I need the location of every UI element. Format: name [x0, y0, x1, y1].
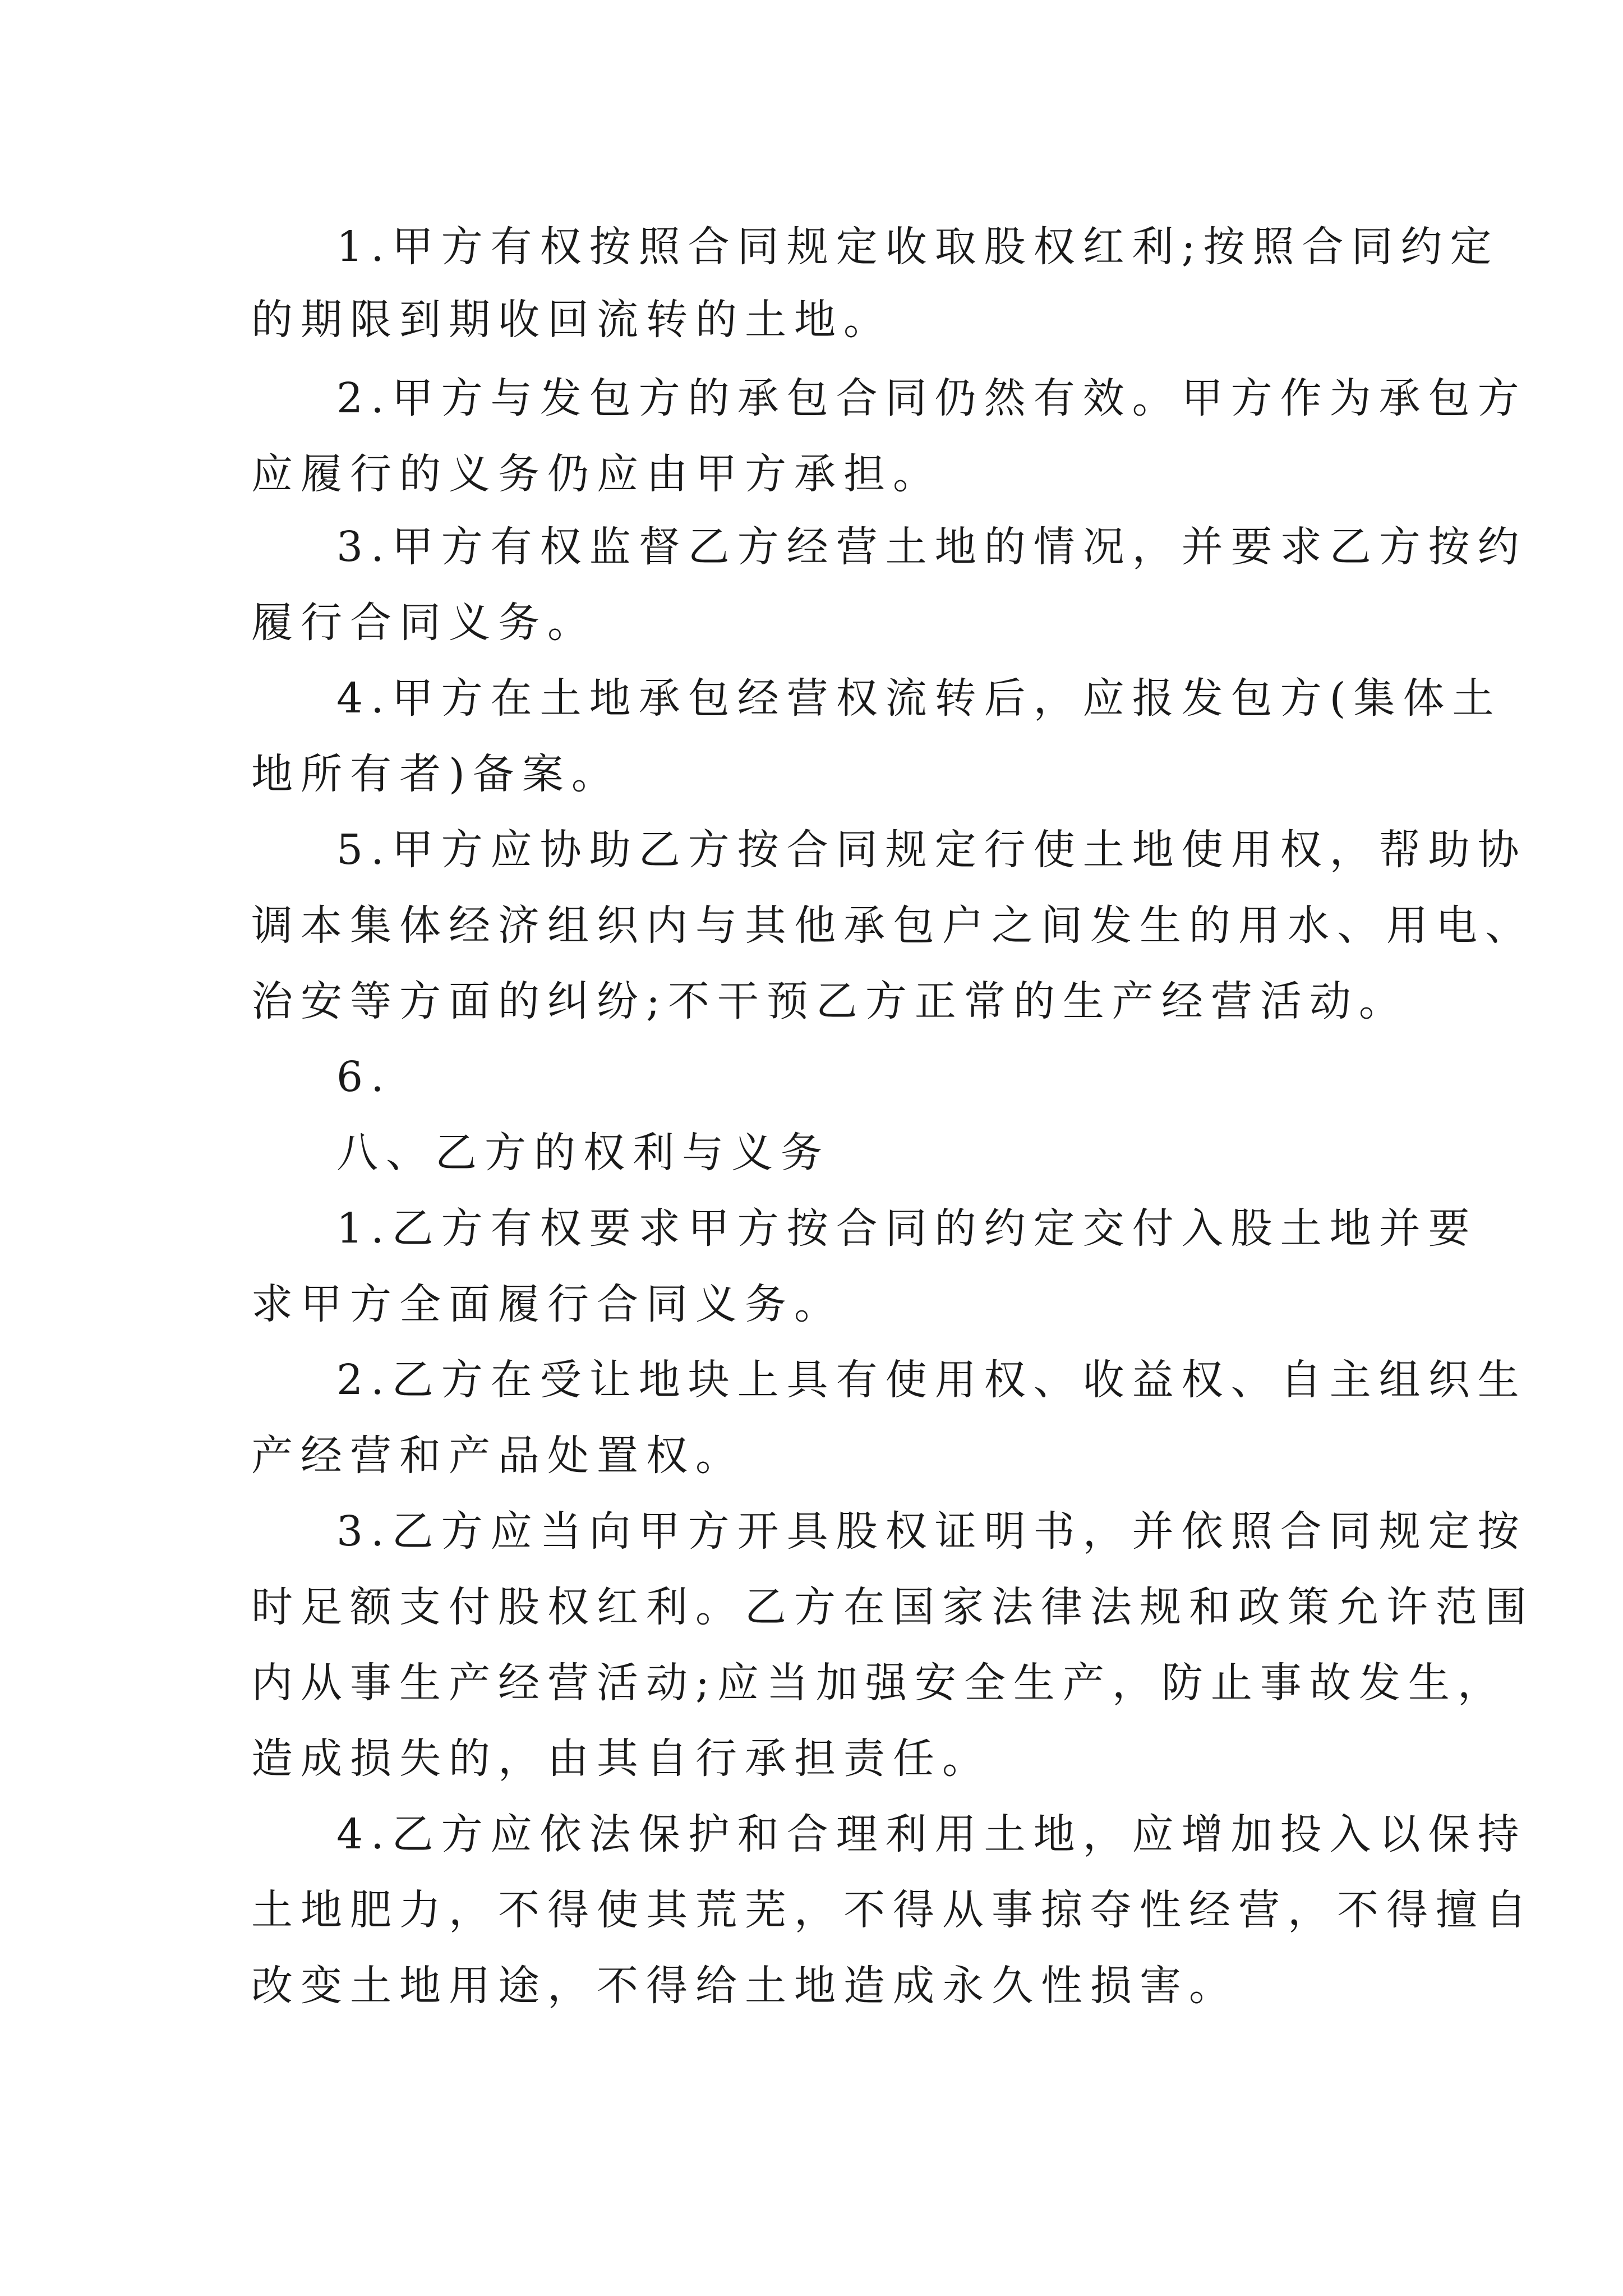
paragraph-line: 时足额支付股权红利。乙方在国家法律法规和政策允许范围 — [251, 1583, 1534, 1631]
paragraph-line: 内从事生产经营活动;应当加强安全生产，防止事故发生， — [251, 1659, 1507, 1707]
paragraph-line: 履行合同义务。 — [251, 599, 597, 647]
paragraph-line: 2.甲方与发包方的承包合同仍然有效。甲方作为承包方 — [336, 374, 1527, 422]
section-heading: 八、乙方的权利与义务 — [336, 1129, 830, 1177]
paragraph-line: 4.甲方在土地承包经营权流转后，应报发包方(集体土 — [336, 674, 1502, 723]
paragraph-line: 造成损失的，由其自行承担责任。 — [251, 1734, 992, 1783]
paragraph-line: 产经营和产品处置权。 — [251, 1432, 745, 1480]
paragraph-line: 调本集体经济组织内与其他承包户之间发生的用水、用电、 — [251, 901, 1534, 950]
paragraph-line: 1.乙方有权要求甲方按合同的约定交付入股土地并要 — [336, 1204, 1478, 1253]
paragraph-line: 改变土地用途，不得给土地造成永久性损害。 — [251, 1962, 1238, 2010]
paragraph-line: 3.甲方有权监督乙方经营土地的情况，并要求乙方按约 — [336, 523, 1527, 571]
paragraph-line: 的期限到期收回流转的土地。 — [251, 296, 893, 344]
paragraph-line: 6. — [336, 1053, 392, 1101]
paragraph-line: 治安等方面的纠纷;不干预乙方正常的生产经营活动。 — [251, 977, 1408, 1025]
paragraph-line: 应履行的义务仍应由甲方承担。 — [251, 450, 942, 498]
paragraph-line: 1.甲方有权按照合同规定收取股权红利;按照合同约定 — [336, 223, 1500, 271]
paragraph-line: 求甲方全面履行合同义务。 — [251, 1280, 843, 1328]
paragraph-line: 土地肥力，不得使其荒芜，不得从事掠夺性经营，不得擅自 — [251, 1886, 1534, 1934]
paragraph-line: 3.乙方应当向甲方开具股权证明书，并依照合同规定按 — [336, 1507, 1527, 1556]
paragraph-line: 2.乙方在受让地块上具有使用权、收益权、自主组织生 — [336, 1356, 1527, 1404]
paragraph-line: 地所有者)备案。 — [251, 750, 621, 798]
paragraph-line: 5.甲方应协助乙方按合同规定行使土地使用权，帮助协 — [336, 826, 1527, 874]
paragraph-line: 4.乙方应依法保护和合理利用土地，应增加投入以保持 — [336, 1810, 1527, 1858]
